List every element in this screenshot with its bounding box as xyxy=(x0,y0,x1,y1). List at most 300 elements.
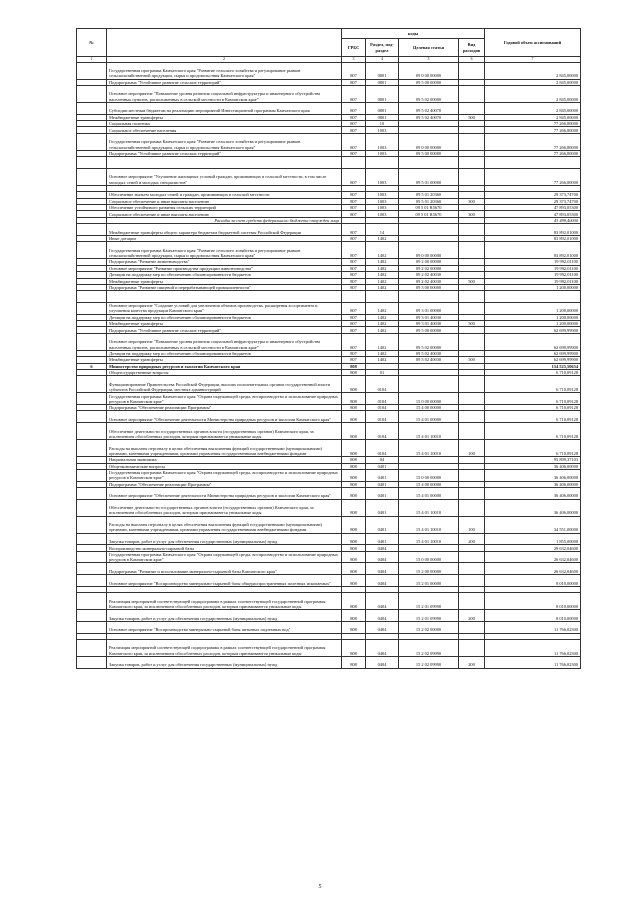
row-name: Основное мероприятие "Воспроизводство минерально-сырьевой базы питьевых подземных вод" xyxy=(107,621,342,633)
header-codes: коды xyxy=(342,29,485,39)
row-name: Социальное обеспечение населения xyxy=(107,127,342,133)
row-name: Межбюджетные трансферты xyxy=(107,278,342,284)
row-grbs: 807 xyxy=(342,127,366,133)
row-grbs: 807 xyxy=(342,278,366,284)
row-grbs: 808 xyxy=(342,551,366,563)
row-target: 15 4 01 10010 xyxy=(399,516,459,533)
row-razdel: 1003 xyxy=(366,133,399,150)
row-name: Межбюджетные трансферты xyxy=(107,357,342,363)
row-sum: 11 766,02300 xyxy=(485,640,581,657)
row-razdel: 0401 xyxy=(366,533,399,545)
table-row xyxy=(77,499,581,516)
row-target: 09 5 02 40070 xyxy=(399,114,459,120)
row-vr: 200 xyxy=(459,533,485,545)
header-number: № xyxy=(77,29,107,57)
row-razdel: 0801 xyxy=(366,85,399,102)
row-name: Основное мероприятие "Обеспечение деятельности Министерства природных ресурсов и экологии Камчатского края" xyxy=(107,488,342,500)
row-name: Межбюджетные трансферты xyxy=(107,114,342,120)
row-razdel: 0404 xyxy=(366,551,399,563)
table-header xyxy=(77,29,581,63)
row-name: Основное мероприятие "Повышение уровня развития социальной инфраструктуры и инженерного обустройства населенных пунктов, расположенных в сельской местности в Камчатском крае" xyxy=(107,85,342,102)
row-razdel: 1402 xyxy=(366,284,399,290)
row-target: 09 3 01 00000 xyxy=(399,302,459,314)
row-razdel: 0404 xyxy=(366,563,399,575)
row-sum: 36 406,00000 xyxy=(485,469,581,481)
row-number xyxy=(77,423,107,440)
row-vr: 500 xyxy=(459,321,485,327)
row-target: 09 5 00 00000 xyxy=(399,327,459,333)
table-row xyxy=(77,488,581,500)
table-row xyxy=(77,516,581,533)
row-grbs: 807 xyxy=(342,168,366,185)
row-target: 09 0 00 00000 xyxy=(399,133,459,150)
table-row xyxy=(77,393,581,405)
row-vr: 200 xyxy=(459,657,485,669)
row-target: 09 0 00 00000 xyxy=(399,62,459,79)
row-target xyxy=(399,157,459,169)
row-grbs: 807 xyxy=(342,205,366,211)
row-name: Межбюджетные трансферты xyxy=(107,321,342,327)
row-sum: 95 899,37103 xyxy=(485,457,581,463)
row-sum: 6 710,09128 xyxy=(485,376,581,393)
row-sum: 36 406,00000 xyxy=(485,481,581,487)
row-target: 09 5 01 20360 xyxy=(399,192,459,198)
row-target: 09 5 02 40030 xyxy=(399,357,459,363)
row-target: 09 2 02 40030 xyxy=(399,278,459,284)
row-sum: 62 699,99900 xyxy=(485,333,581,350)
row-number xyxy=(77,168,107,185)
row-vr xyxy=(459,376,485,393)
header-vr: Вид расходов xyxy=(459,39,485,57)
row-name: Общеэкономические вопросы xyxy=(107,463,342,469)
row-razdel: 1402 xyxy=(366,321,399,327)
row-grbs: 807 xyxy=(342,259,366,265)
row-name: Обеспечение деятельности государственных органов власти (государственных органов) Камчатского края, за исключением обособленных расходов, которым присваиваются уникальные коды xyxy=(107,499,342,516)
row-number xyxy=(77,516,107,533)
row-vr xyxy=(459,563,485,575)
row-sum: 83 892,01000 xyxy=(485,242,581,259)
header-cs: Целевая статья xyxy=(399,39,459,57)
row-razdel: 0404 xyxy=(366,640,399,657)
row-grbs: 807 xyxy=(342,272,366,278)
row-vr xyxy=(459,411,485,423)
row-razdel: 14 xyxy=(366,224,399,236)
row-name: Расходы на выплаты персоналу в целях обеспечения выполнения функций государственными (муниципальными) органами, казенными учреждениями, органами управления государственными внебюджетными фондами xyxy=(107,440,342,457)
row-razdel: 1402 xyxy=(366,278,399,284)
row-razdel: 1003 xyxy=(366,192,399,198)
row-sum: 1 200,00000 xyxy=(485,314,581,320)
row-grbs: 808 xyxy=(342,393,366,405)
row-number xyxy=(77,563,107,575)
row-vr xyxy=(459,62,485,79)
row-vr xyxy=(459,640,485,657)
row-name: Общегосударственные вопросы xyxy=(107,370,342,376)
row-target: 15 4 00 00000 xyxy=(399,405,459,411)
row-name: Основное мероприятие "Улучшение жилищных условий граждан, проживающих в сельской местности, в том числе молодых семей и молодых специалистов" xyxy=(107,168,342,185)
row-razdel: 0104 xyxy=(366,376,399,393)
row-sum: 43 498,40000 xyxy=(485,217,581,223)
row-number xyxy=(77,499,107,516)
col-number: 5 xyxy=(399,57,459,63)
row-target: 15 2 02 00000 xyxy=(399,621,459,633)
row-name xyxy=(107,291,342,303)
table-row xyxy=(77,133,581,150)
row-vr: 100 xyxy=(459,440,485,457)
row-grbs: 807 xyxy=(342,133,366,150)
row-target: 15 0 00 00000 xyxy=(399,551,459,563)
row-razdel: 0401 xyxy=(366,499,399,516)
row-name: Подпрограмма "Устойчивое развитие сельских территорий" xyxy=(107,150,342,156)
row-grbs: 807 xyxy=(342,235,366,241)
row-target: 09 5 01 R5670 xyxy=(399,205,459,211)
row-razdel: 1402 xyxy=(366,235,399,241)
row-razdel: 0104 xyxy=(366,411,399,423)
table-row xyxy=(77,575,581,587)
row-target: 15 4 01 00000 xyxy=(399,411,459,423)
row-razdel: 0404 xyxy=(366,545,399,551)
row-razdel: 1003 xyxy=(366,127,399,133)
row-sum: 34 551,00000 xyxy=(485,516,581,533)
row-grbs: 807 xyxy=(342,121,366,127)
row-grbs: 808 xyxy=(342,423,366,440)
row-name: Государственная программа Камчатского края "Развитие сельского хозяйства и регулирование рынков сельскохозяйственной продукции, сырья и продовольствия Камчатского края" xyxy=(107,242,342,259)
row-target: 09 5 01 00000 xyxy=(399,168,459,185)
row-target: 09 5 01 20360 xyxy=(399,198,459,204)
row-vr xyxy=(459,551,485,563)
table-row xyxy=(77,242,581,259)
col-number: 6 xyxy=(459,57,485,63)
row-razdel: 1402 xyxy=(366,314,399,320)
row-number xyxy=(77,533,107,545)
row-number xyxy=(77,333,107,350)
row-grbs: 808 xyxy=(342,610,366,622)
row-target: 09 2 02 40030 xyxy=(399,272,459,278)
table-row xyxy=(77,563,581,575)
row-sum: 77 266,80000 xyxy=(485,168,581,185)
row-vr: 200 xyxy=(459,610,485,622)
row-sum: 77 266,80000 xyxy=(485,121,581,127)
row-name: Социальное обеспечение и иные выплаты населению xyxy=(107,198,342,204)
row-target: 15 4 01 00000 xyxy=(399,488,459,500)
col-number: 1 xyxy=(77,57,107,63)
row-name: Государственная программа Камчатского края "Развитие сельского хозяйства и регулирование рынков сельскохозяйственной продукции, сырья и продовольствия Камчатского края" xyxy=(107,133,342,150)
row-razdel: 0104 xyxy=(366,440,399,457)
row-sum xyxy=(485,157,581,169)
row-razdel xyxy=(366,291,399,303)
row-grbs: 807 xyxy=(342,102,366,114)
row-grbs: 807 xyxy=(342,265,366,271)
row-grbs: 807 xyxy=(342,242,366,259)
row-vr xyxy=(459,224,485,236)
row-name: Основное мероприятие "Обеспечение деятельности Министерства природных ресурсов и экологии Камчатского края" xyxy=(107,411,342,423)
row-vr xyxy=(459,133,485,150)
row-name: Подпрограмма "Устойчивое развитие сельских территорий" xyxy=(107,327,342,333)
row-sum: 47 893,05300 xyxy=(485,205,581,211)
row-number xyxy=(77,657,107,669)
row-grbs: 807 xyxy=(342,284,366,290)
row-razdel: 0801 xyxy=(366,114,399,120)
table-row xyxy=(77,640,581,657)
row-grbs: 807 xyxy=(342,79,366,85)
row-target: 15 4 01 10010 xyxy=(399,423,459,440)
row-number xyxy=(77,302,107,314)
row-sum: 8 010,00000 xyxy=(485,575,581,587)
row-razdel: 10 xyxy=(366,121,399,127)
row-vr xyxy=(459,488,485,500)
row-number xyxy=(77,411,107,423)
row-sum: 11 766,02300 xyxy=(485,621,581,633)
row-vr xyxy=(459,393,485,405)
row-target: 15 0 00 00000 xyxy=(399,469,459,481)
row-target: 09 3 01 40030 xyxy=(399,321,459,327)
row-sum: 6 710,09128 xyxy=(485,370,581,376)
table-row xyxy=(77,62,581,79)
row-name: Подпрограмма "Развитие пищевой и перерабатывающей промышленности" xyxy=(107,284,342,290)
row-sum: 1 855,00000 xyxy=(485,533,581,545)
row-number xyxy=(77,102,107,114)
row-razdel: 0801 xyxy=(366,79,399,85)
row-sum: 19 992,01100 xyxy=(485,272,581,278)
row-grbs: 808 xyxy=(342,533,366,545)
row-name: Основное мероприятие "Создание условий для увеличения объемов производства, расширения ассортимента и улучшения качества продукции Камчатского края" xyxy=(107,302,342,314)
row-grbs: 808 xyxy=(342,516,366,533)
row-name: Подпрограмма "Развитие и использование минерально-сырьевой базы Камчатского края" xyxy=(107,563,342,575)
header-razdel: Раздел, под- раздел xyxy=(366,39,399,57)
row-target: 15 4 00 00000 xyxy=(399,481,459,487)
row-grbs xyxy=(342,157,366,169)
page-number: 5 xyxy=(318,884,322,890)
row-number xyxy=(77,133,107,150)
row-vr xyxy=(459,242,485,259)
row-grbs: 808 xyxy=(342,499,366,516)
budget-table xyxy=(76,28,581,669)
row-vr: 500 xyxy=(459,357,485,363)
row-grbs: 807 xyxy=(342,314,366,320)
row-razdel: 0404 xyxy=(366,621,399,633)
col-number: 7 xyxy=(485,57,581,63)
row-sum: 77 266,80000 xyxy=(485,150,581,156)
row-target: 15 0 00 00000 xyxy=(399,393,459,405)
row-target: 09 5 01 R5670 xyxy=(399,211,459,217)
row-grbs: 807 xyxy=(342,85,366,102)
row-name: Социальная политика xyxy=(107,121,342,127)
row-name: Государственная программа Камчатского края "Охрана окружающей среды, воспроизводство и использование природных ресурсов в Камчатском крае" xyxy=(107,469,342,481)
row-target: 09 2 02 00000 xyxy=(399,265,459,271)
row-grbs: 807 xyxy=(342,321,366,327)
row-target xyxy=(399,291,459,303)
row-vr: 300 xyxy=(459,198,485,204)
table-row xyxy=(77,551,581,563)
row-vr xyxy=(459,157,485,169)
row-name: Реализация мероприятий соответствующей подпрограммы в рамках соответствующей государственной программы Камчатского края, за исключением обособленных расходов, которым присваиваются уникальные коды xyxy=(107,593,342,610)
row-vr xyxy=(459,333,485,350)
row-razdel: 0104 xyxy=(366,423,399,440)
row-sum: 83 892,01000 xyxy=(485,235,581,241)
row-grbs: 808 xyxy=(342,545,366,551)
table-row xyxy=(77,610,581,622)
row-name: Обеспечение устойчивого развития сельских территорий xyxy=(107,205,342,211)
row-target xyxy=(399,376,459,393)
col-number: 2 xyxy=(107,57,342,63)
row-name: Социальное обеспечение и иные выплаты населению xyxy=(107,211,342,217)
row-razdel: 1402 xyxy=(366,265,399,271)
header-name xyxy=(107,29,342,57)
row-sum: 8 010,00000 xyxy=(485,593,581,610)
row-name: Подпрограмма "Устойчивое развитие сельских территорий" xyxy=(107,79,342,85)
row-number xyxy=(77,575,107,587)
row-target: 09 3 01 40030 xyxy=(399,314,459,320)
row-target: 15 2 02 09990 xyxy=(399,640,459,657)
row-razdel: 1003 xyxy=(366,205,399,211)
row-razdel: 0104 xyxy=(366,405,399,411)
row-grbs: 808 xyxy=(342,621,366,633)
row-razdel: 04 xyxy=(366,457,399,463)
row-number xyxy=(77,640,107,657)
header-grbs: ГРБС xyxy=(342,39,366,57)
row-target: 09 5 00 00000 xyxy=(399,150,459,156)
row-sum: 6 710,09128 xyxy=(485,440,581,457)
row-vr xyxy=(459,102,485,114)
row-sum: 2 845,00000 xyxy=(485,102,581,114)
row-name: Министерство природных ресурсов и экологии Камчатского края xyxy=(107,363,342,369)
row-number xyxy=(77,393,107,405)
row-razdel: 1003 xyxy=(366,168,399,185)
row-name: Дотации на поддержку мер по обеспечению сбалансированности бюджетов xyxy=(107,272,342,278)
row-number xyxy=(77,440,107,457)
row-vr: 500 xyxy=(459,114,485,120)
row-name: Закупка товаров, работ и услуг для обеспечения государственных (муниципальных) нужд xyxy=(107,610,342,622)
table-row xyxy=(77,224,581,236)
row-name: Государственная программа Камчатского края "Развитие сельского хозяйства и регулирование рынков сельскохозяйственной продукции, сырья и продовольствия Камчатского края" xyxy=(107,62,342,79)
row-sum: 62 699,99900 xyxy=(485,327,581,333)
row-name: Дотации на поддержку мер по обеспечению сбалансированности бюджетов xyxy=(107,314,342,320)
row-grbs: 808 xyxy=(342,593,366,610)
header-sum: Годовой объем ассигнований xyxy=(485,29,581,57)
row-vr xyxy=(459,423,485,440)
row-razdel: 1402 xyxy=(366,327,399,333)
row-sum: 1 200,00000 xyxy=(485,321,581,327)
row-target: 09 2 00 00000 xyxy=(399,259,459,265)
table-row xyxy=(77,302,581,314)
row-grbs: 807 xyxy=(342,224,366,236)
table-body xyxy=(77,62,581,668)
row-sum: 26 632,04600 xyxy=(485,551,581,563)
table-row xyxy=(77,440,581,457)
row-sum: 19 992,01100 xyxy=(485,278,581,284)
row-grbs: 807 xyxy=(342,302,366,314)
row-razdel: 0401 xyxy=(366,488,399,500)
row-target: 09 5 02 00000 xyxy=(399,85,459,102)
table-row xyxy=(77,533,581,545)
row-target: 15 4 01 10010 xyxy=(399,440,459,457)
row-razdel: 0401 xyxy=(366,469,399,481)
row-razdel: 1003 xyxy=(366,150,399,156)
row-grbs: 807 xyxy=(342,211,366,217)
row-name: Обеспечение деятельности государственных органов власти (государственных органов) Камчатского края, за исключением обособленных расходов, которым присваиваются уникальные коды xyxy=(107,423,342,440)
row-razdel xyxy=(366,157,399,169)
row-name: Основное мероприятие "Воспроизводство минерально-сырьевой базы общераспространенных полезных ископаемых" xyxy=(107,575,342,587)
row-name: Воспроизводство минерально-сырьевой базы xyxy=(107,545,342,551)
row-sum: 2 845,00000 xyxy=(485,79,581,85)
row-sum: 19 992,01100 xyxy=(485,259,581,265)
row-razdel: 0404 xyxy=(366,575,399,587)
row-grbs: 807 xyxy=(342,333,366,350)
row-target: 09 5 02 00000 xyxy=(399,333,459,350)
row-sum: 77 266,80000 xyxy=(485,133,581,150)
row-name: Национальная экономика xyxy=(107,457,342,463)
table-row xyxy=(77,376,581,393)
row-target: 09 5 00 00000 xyxy=(399,79,459,85)
row-target: 09 5 02 40070 xyxy=(399,102,459,114)
row-target: 15 2 01 00000 xyxy=(399,575,459,587)
row-name: Закупка товаров, работ и услуг для обеспечения государственных (муниципальных) нужд xyxy=(107,533,342,545)
row-sum: 8 010,00000 xyxy=(485,610,581,622)
row-number xyxy=(77,376,107,393)
row-razdel: 1402 xyxy=(366,242,399,259)
row-number xyxy=(77,62,107,79)
table-row xyxy=(77,333,581,350)
row-grbs: 807 xyxy=(342,192,366,198)
row-sum: 6 710,09128 xyxy=(485,393,581,405)
row-sum: 1 200,00000 xyxy=(485,302,581,314)
row-vr xyxy=(459,593,485,610)
row-sum: 1 200,00000 xyxy=(485,284,581,290)
row-number xyxy=(77,85,107,102)
row-grbs: 808 xyxy=(342,481,366,487)
table-row xyxy=(77,469,581,481)
row-number xyxy=(77,291,107,303)
row-grbs: 808 xyxy=(342,370,366,376)
row-target: 09 3 00 00000 xyxy=(399,284,459,290)
table-row xyxy=(77,411,581,423)
table-row xyxy=(77,157,581,169)
row-sum: 62 699,99900 xyxy=(485,350,581,356)
row-name: Государственная программа Камчатского края "Охрана окружающей среды, воспроизводство и использование природных ресурсов в Камчатском крае" xyxy=(107,393,342,405)
row-grbs: 808 xyxy=(342,411,366,423)
row-name: Функционирование Правительства Российской Федерации, высших исполнительных органов государственной власти субъектов Российской Федерации, местных администраций xyxy=(107,376,342,393)
row-name: Расходы за счет средств федерального бюджета отчужден лица xyxy=(107,217,342,223)
row-name: Подпрограмма "Развитие животноводства" xyxy=(107,259,342,265)
row-razdel: 1003 xyxy=(366,211,399,217)
row-target: 15 2 01 09990 xyxy=(399,593,459,610)
row-name: Основное мероприятие "Развитие производства продукции животноводства" xyxy=(107,265,342,271)
table-row xyxy=(77,621,581,633)
row-name: Подпрограмма "Обеспечение реализации Программы" xyxy=(107,405,342,411)
row-grbs: 807 xyxy=(342,62,366,79)
row-sum: 83 892,01000 xyxy=(485,224,581,236)
row-razdel: 0404 xyxy=(366,593,399,610)
row-vr xyxy=(459,469,485,481)
row-razdel: 1402 xyxy=(366,259,399,265)
row-grbs: 808 xyxy=(342,563,366,575)
budget-page xyxy=(76,28,580,669)
row-razdel: 0404 xyxy=(366,657,399,669)
table-row xyxy=(77,291,581,303)
row-name: Закупка товаров, работ и услуг для обеспечения государственных (муниципальных) нужд xyxy=(107,657,342,669)
row-grbs: 808 xyxy=(342,405,366,411)
row-vr xyxy=(459,85,485,102)
row-grbs: 808 xyxy=(342,376,366,393)
row-name xyxy=(107,157,342,169)
row-grbs: 807 xyxy=(342,357,366,363)
row-grbs: 807 xyxy=(342,350,366,356)
row-razdel: 1402 xyxy=(366,350,399,356)
row-number xyxy=(77,224,107,236)
row-sum: 2 845,00000 xyxy=(485,62,581,79)
row-razdel: 0404 xyxy=(366,610,399,622)
row-vr xyxy=(459,168,485,185)
row-razdel: 1402 xyxy=(366,302,399,314)
